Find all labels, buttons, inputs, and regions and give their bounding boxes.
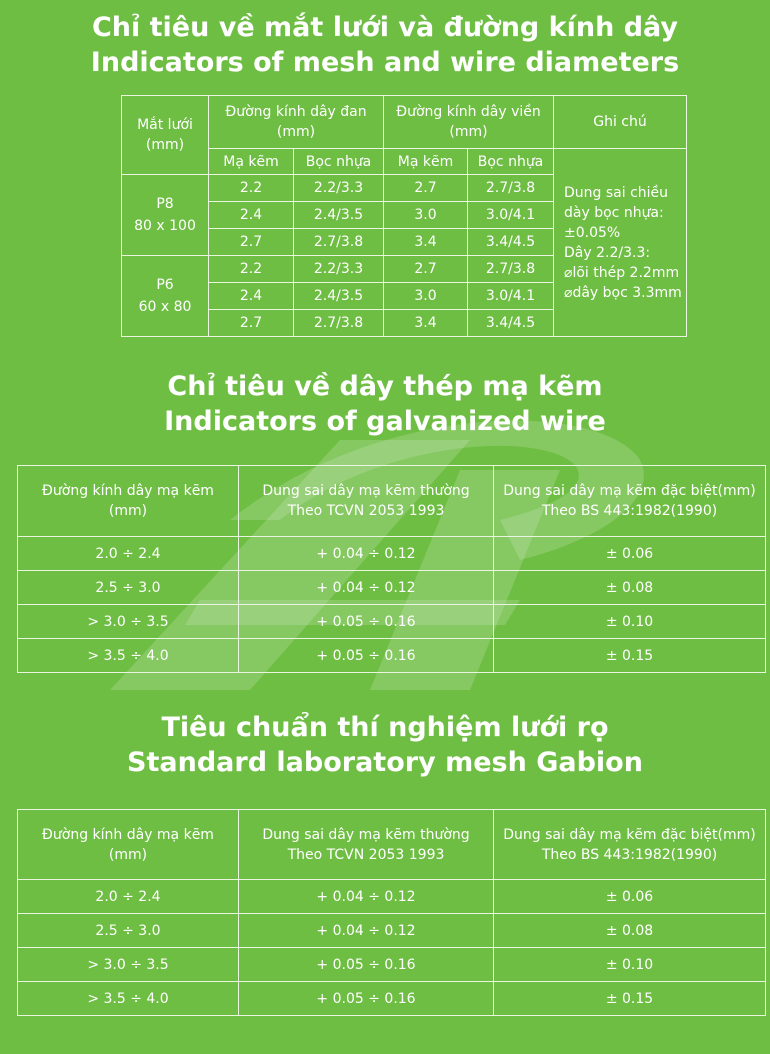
table-cell: 2.2/3.3 [294,256,384,283]
header-note: Ghi chú [554,96,687,149]
table-cell: ± 0.06 [494,537,766,571]
header-diameter: Đường kính dây mạ kẽm (mm) [18,466,239,537]
table-cell: 2.7 [384,175,468,202]
section2-title-vi: Chỉ tiêu về dây thép mạ kẽm [167,371,603,402]
section3-title-en: Standard laboratory mesh Gabion [127,747,643,778]
header-diameter: Đường kính dây mạ kẽm (mm) [18,810,239,880]
subheader-galvanized: Mạ kẽm [209,149,294,175]
table-cell: 2.2 [209,175,294,202]
table-cell: 2.7/3.8 [468,175,554,202]
table-cell: + 0.04 ÷ 0.12 [239,880,494,914]
header-weave-diameter: Đường kính dây đan (mm) [209,96,384,149]
table-cell: 2.7 [209,229,294,256]
header-special-tolerance: Dung sai dây mạ kẽm đặc biệt(mm) Theo BS 443:1982(1990) [494,466,766,537]
table-cell: > 3.5 ÷ 4.0 [18,639,239,673]
section1-title [0,10,770,80]
table-cell: 2.4/3.5 [294,202,384,229]
mesh-label-p8: P8 80 x 100 [122,175,209,256]
section3-title-vi: Tiêu chuẩn thí nghiệm lưới rọ [161,712,609,743]
table-cell: 3.4 [384,229,468,256]
table-cell: 3.0 [384,202,468,229]
header-normal-tolerance: Dung sai dây mạ kẽm thường Theo TCVN 2053 1993 [239,466,494,537]
table-cell: 2.2/3.3 [294,175,384,202]
table-cell: 3.4/4.5 [468,229,554,256]
table-cell: ± 0.15 [494,982,766,1016]
table-cell: 2.4/3.5 [294,283,384,310]
table-cell: 2.7 [384,256,468,283]
table-cell: 2.0 ÷ 2.4 [18,880,239,914]
table-cell: 2.7/3.8 [468,256,554,283]
table-cell: ± 0.15 [494,639,766,673]
table-row [18,605,766,639]
table-cell: 3.0/4.1 [468,202,554,229]
section3-title [0,710,770,780]
mesh-wire-table [121,95,687,337]
table-cell: 2.5 ÷ 3.0 [18,571,239,605]
section2-title-en: Indicators of galvanized wire [164,406,606,437]
table-row [18,982,766,1016]
subheader-galvanized: Mạ kẽm [384,149,468,175]
table-cell: 3.0 [384,283,468,310]
subheader-pvc: Bọc nhựa [468,149,554,175]
table-cell: ± 0.10 [494,948,766,982]
table-cell: > 3.5 ÷ 4.0 [18,982,239,1016]
table-cell: > 3.0 ÷ 3.5 [18,948,239,982]
table-cell: + 0.05 ÷ 0.16 [239,605,494,639]
table-cell: + 0.05 ÷ 0.16 [239,982,494,1016]
galvanized-wire-table [17,465,766,673]
table-cell: 2.2 [209,256,294,283]
header-special-tolerance: Dung sai dây mạ kẽm đặc biệt(mm) Theo BS 443:1982(1990) [494,810,766,880]
mesh-label-p6: P6 60 x 80 [122,256,209,337]
table-cell: + 0.05 ÷ 0.16 [239,639,494,673]
table-cell: 3.4/4.5 [468,310,554,337]
section1-title-vi: Chỉ tiêu về mắt lưới và đường kính dây [91,12,679,43]
table-cell: + 0.04 ÷ 0.12 [239,537,494,571]
table-cell: 3.0/4.1 [468,283,554,310]
note-cell: Dung sai chiều dày bọc nhựa: ±0.05% Dây 2.2/3.3: ⌀lõi thép 2.2mm ⌀dây bọc 3.3mm [554,149,687,337]
header-normal-tolerance: Dung sai dây mạ kẽm thường Theo TCVN 2053 1993 [239,810,494,880]
table-cell: + 0.04 ÷ 0.12 [239,571,494,605]
table-cell: 2.0 ÷ 2.4 [18,537,239,571]
laboratory-gabion-table [17,809,766,1016]
table-cell: 2.7/3.8 [294,310,384,337]
section2-title [0,369,770,439]
table-cell: 2.4 [209,202,294,229]
table-cell: ± 0.06 [494,880,766,914]
table-cell: ± 0.10 [494,605,766,639]
table-cell: + 0.05 ÷ 0.16 [239,948,494,982]
table-cell: ± 0.08 [494,571,766,605]
table-cell: ± 0.08 [494,914,766,948]
section1-title-en: Indicators of mesh and wire diameters [90,47,680,78]
table-cell: 2.7/3.8 [294,229,384,256]
table-cell: 2.4 [209,283,294,310]
table-cell: 3.4 [384,310,468,337]
table-row [18,571,766,605]
subheader-pvc: Bọc nhựa [294,149,384,175]
table-cell: 2.5 ÷ 3.0 [18,914,239,948]
table-cell: > 3.0 ÷ 3.5 [18,605,239,639]
table-cell: 2.7 [209,310,294,337]
header-mesh: Mắt lưới (mm) [122,96,209,175]
table-row [18,537,766,571]
header-edge-diameter: Đường kính dây viền (mm) [384,96,554,149]
table-row [18,948,766,982]
table-row [18,914,766,948]
table-row [18,880,766,914]
table-row [18,639,766,673]
table-cell: + 0.04 ÷ 0.12 [239,914,494,948]
